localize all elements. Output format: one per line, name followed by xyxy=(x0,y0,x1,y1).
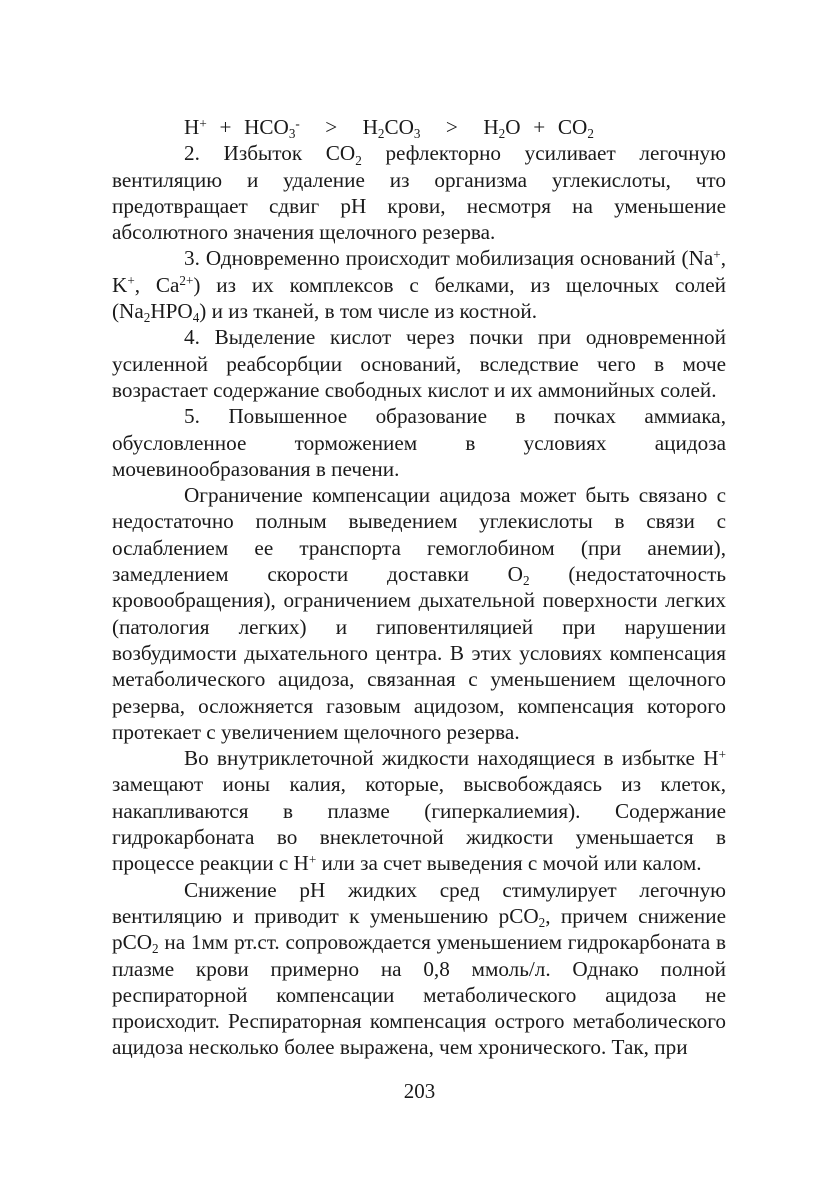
text-run: или за счет выведения с мочой или калом. xyxy=(316,851,702,876)
formula-sup: - xyxy=(295,115,300,131)
text-run: ) из их комплексов с белками, из щелочных солей (Na xyxy=(112,272,726,324)
paragraph-intracellular xyxy=(112,745,726,876)
superscript: + xyxy=(308,852,317,868)
formula-sub: 2 xyxy=(377,126,385,142)
subscript: 2 xyxy=(143,310,151,326)
formula-operator: > xyxy=(325,115,338,139)
formula-term: H xyxy=(362,115,378,139)
text-run: , K xyxy=(112,246,726,297)
formula-operator: + xyxy=(219,115,232,139)
formula-term: CO xyxy=(384,115,414,139)
text-run: Ограничение компенсации ацидоза может быть связано с недостаточно полным выведением углекислоты в связи с ослаблением ее транспорта гемоглобином (при анемии), замедлением скорости доставки O xyxy=(112,483,726,587)
paragraph-limitation xyxy=(112,482,726,745)
paragraph-ph-decrease xyxy=(112,877,726,1061)
text-run: 3. Одновременно происходит мобилизация оснований (Na xyxy=(184,246,714,271)
subscript: 2 xyxy=(152,941,159,957)
text-run: ) и из тканей, в том числе из костной. xyxy=(199,299,538,324)
text-run: на 1мм рт.ст. сопровождается уменьшением гидрокарбоната в плазме крови примерно на 0,8 ммоль/л. Однако полной респираторной компенсации метаболического ацидоза не происходит. Респираторная компенсация острого метаболического ацидоза несколько более выражена, чем хронического. Так, при xyxy=(112,930,726,1060)
formula-term: H xyxy=(184,115,200,139)
superscript: 2+ xyxy=(179,273,194,289)
subscript: 2 xyxy=(355,152,362,168)
text-run: (недостаточность кровообращения), ограничением дыхательной поверхности легких (патология легких) и гиповентиляцией при нарушении возбудимости дыхательного центра. В этих условиях компенсация метаболического ацидоза, связанная с уменьшением щелочного резерва, осложняется газовым ацидозом, компенсация которого протекает с увеличением щелочного резерва. xyxy=(112,562,726,744)
formula-term: O xyxy=(505,115,521,139)
superscript: + xyxy=(718,746,726,762)
subscript: 4 xyxy=(192,310,200,326)
chemical-equation xyxy=(112,114,726,140)
text-run: HPO xyxy=(150,299,193,324)
text-run: Во внутриклеточной жидкости находящиеся в избытке H xyxy=(184,746,719,771)
text-run: рефлекторно усиливает легочную вентиляцию и удаление из организма углекислоты, что предотвращает сдвиг pH крови, несмотря на уменьшение абсолютного значения щелочного резерва. xyxy=(112,141,726,245)
text-run: Снижение pH жидких сред стимулирует легочную вентиляцию и приводит к уменьшению pCO xyxy=(112,877,726,928)
formula-term: CO xyxy=(557,115,588,139)
superscript: + xyxy=(127,273,135,289)
formula-sub: 3 xyxy=(288,126,296,142)
subscript: 2 xyxy=(538,915,546,931)
formula-sup: + xyxy=(199,115,207,131)
page-number: 203 xyxy=(403,1079,436,1103)
formula-sub: 2 xyxy=(587,126,594,142)
page-body xyxy=(112,114,726,1061)
text-run: , Ca xyxy=(134,272,180,297)
formula-sub: 3 xyxy=(413,126,421,142)
superscript: + xyxy=(713,247,721,263)
formula-term: H xyxy=(483,115,499,139)
text-run: замещают ионы калия, которые, высвобождаясь из клеток, накапливаются в плазме (гиперкалиемия). Содержание гидрокарбоната во внеклеточной жидкости уменьшается в процессе реакции с H xyxy=(112,772,726,876)
subscript: 2 xyxy=(522,573,530,589)
paragraph-item-3 xyxy=(112,245,726,324)
text-run: , причем снижение pCO xyxy=(112,903,726,955)
formula-operator: + xyxy=(533,115,546,139)
paragraph-item-2 xyxy=(112,140,726,245)
formula-operator: > xyxy=(445,115,458,139)
formula-term: HCO xyxy=(244,115,289,139)
text-run: 2. Избыток CO xyxy=(184,141,356,166)
paragraph-item-4: 4. Выделение кислот через почки при одновременной усиленной реабсорбции оснований, вследствие чего в моче возрастает содержание свободных кислот и их аммонийных солей. xyxy=(112,325,726,402)
paragraph-item-5: 5. Повышенное образование в почках аммиака, обусловленное торможением в условиях ацидоза мочевинообразования в печени. xyxy=(112,404,726,481)
formula-sub: 2 xyxy=(498,126,506,142)
